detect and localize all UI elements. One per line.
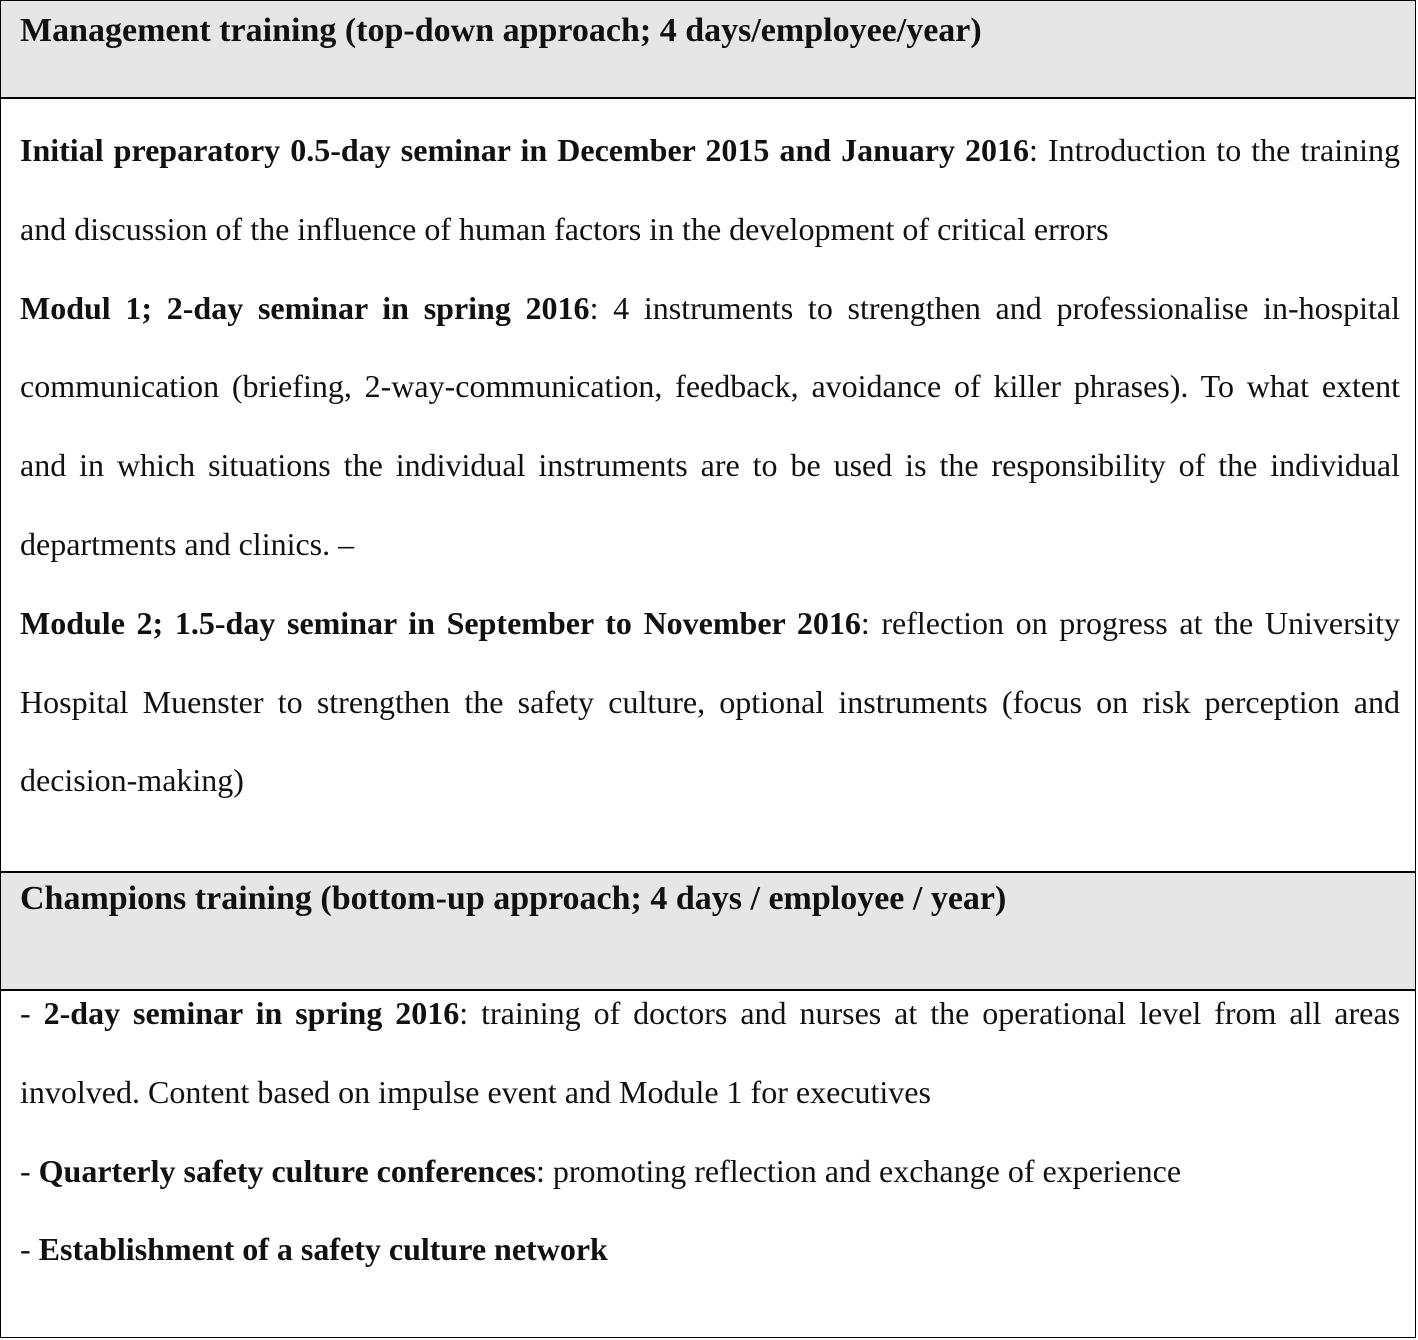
champions-title: Champions training (bottom-up approach; 4 days / employee / year) xyxy=(20,880,1007,917)
management-item: Modul 1; 2-day seminar in spring 2016: 4 instruments to strengthen and professionalise in-hospital communication (briefing, 2-way-communication, feedback, avoidance of killer phrases). To what extent and in which situations the individual instruments are to be used is the responsibility of the individual departments and clinics. – xyxy=(20,289,1401,562)
champions-body xyxy=(20,974,1400,1289)
management-body xyxy=(20,111,1400,820)
management-header xyxy=(1,1,1415,99)
champions-item: - Establishment of a safety culture network xyxy=(20,1231,608,1268)
champions-header xyxy=(1,871,1415,991)
management-title: Management training (top-down approach; 4 days/employee/year) xyxy=(20,12,982,49)
champions-item-heading: Establishment of a safety culture network xyxy=(38,1231,608,1268)
champions-item: - Quarterly safety culture conferences: promoting reflection and exchange of experience xyxy=(20,1152,1182,1189)
management-item-heading: Modul 1; 2-day seminar in spring 2016 xyxy=(20,289,590,326)
management-item: Module 2; 1.5-day seminar in September to November 2016: reflection on progress at the University Hospital Muenster to strengthen the safety culture, optional instruments (focus on risk perception and decision-making) xyxy=(20,604,1401,799)
management-item-heading: Initial preparatory 0.5-day seminar in December 2015 and January 2016 xyxy=(20,132,1030,168)
management-item: Initial preparatory 0.5-day seminar in December 2015 and January 2016: Introduction to the training and discussion of the influence of human factors in the development of critical errors xyxy=(20,132,1401,247)
champions-item-heading: 2-day seminar in spring 2016 xyxy=(43,995,460,1031)
management-item-heading: Module 2; 1.5-day seminar in September to November 2016 xyxy=(20,604,861,641)
champions-item-heading: Quarterly safety culture conferences xyxy=(38,1152,536,1189)
champions-item: - 2-day seminar in spring 2016: training of doctors and nurses at the operational level from all areas involved. Content based on impulse event and Module 1 for executives xyxy=(20,995,1401,1110)
